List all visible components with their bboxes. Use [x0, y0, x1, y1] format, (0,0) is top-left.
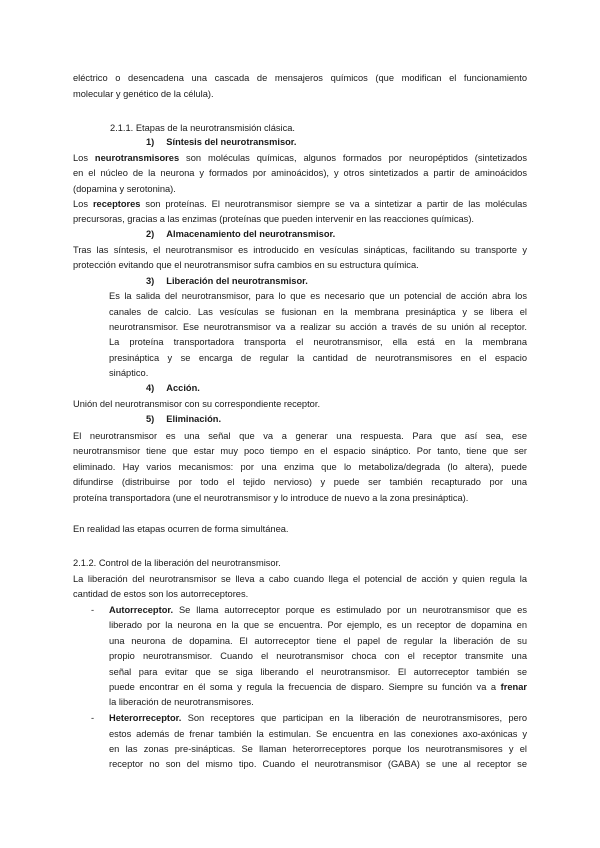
- intro-line-2: molecular y genético de la célula).: [73, 89, 214, 99]
- text-run: Se llama autorreceptor porque es estimulado por un neurotransmisor que es: [173, 605, 527, 615]
- intro-line-1: eléctrico o desencadena una cascada de mensajeros químicos (que modifican el funcionamiento: [73, 73, 527, 83]
- step-5-line-2: neurotransmisor tiene que estar muy poco tiempo en el espacio sináptico. Por tanto, tiene que ser: [73, 446, 527, 456]
- step-5-title: Eliminación.: [166, 414, 222, 424]
- step-5-line-1: El neurotransmisor es una señal que va a generar una respuesta. Para que así sea, ese: [73, 431, 527, 441]
- step-2-line-1: Tras las síntesis, el neurotransmisor es introducido en vesículas sinápticas, facilitando su transporte y: [73, 245, 527, 255]
- step-4-line-1: Unión del neurotransmisor con su correspondiente receptor.: [73, 399, 321, 409]
- step-3-line-5: presináptica y se encarga de regular la cantidad de neurotransmisores en el espacio: [109, 353, 527, 363]
- list-bullet: -: [91, 605, 95, 615]
- text-run: son moléculas químicas, algunos formados por neuropéptidos (sintetizados: [179, 153, 528, 163]
- step-2-number: 2): [146, 229, 155, 239]
- step-3-heading: [146, 274, 308, 290]
- step-3-line-2: canales de calcio. Las vesículas se fusionan en la membrana presináptica y se libera el: [109, 307, 527, 317]
- step-3-line-6: sináptico.: [109, 368, 149, 378]
- autorreceptor-line-4: propio neurotransmisor. Cuando el neurotransmisor choca con el receptor transmite una: [109, 651, 527, 661]
- text-run: Son receptores que participan en la liberación de neurotransmisores, pero: [181, 713, 527, 723]
- step-5-number: 5): [146, 414, 155, 424]
- autorreceptor-line-1: [109, 603, 527, 619]
- text-run: puede encontrar en él soma y regula la frecuencia de disparo. Siempre su función va a: [109, 682, 501, 692]
- heterorreceptor-line-3: en las zonas pre-sinápticas. Se llaman heterorreceptores porque los neurotransmisores y el: [109, 744, 527, 754]
- step-1-line-3: (dopamina y serotonina).: [73, 184, 176, 194]
- heterorreceptor-line-4: receptor no son del mismo tipo. Cuando el neurotransmisor (GABA) se une al receptor se: [109, 759, 527, 769]
- heterorreceptor-line-2: estos además de frenar también la estimulan. Se encuentra en las conexiones axo-axónicas y: [109, 729, 527, 739]
- step-1-line-1: [73, 151, 527, 167]
- autorreceptor-line-2: liberado por la neurona en la que se encuentra. Por ejemplo, es un receptor de dopamina en: [109, 620, 527, 630]
- step-3-line-1: Es la salida del neurotransmisor, para lo que es necesario que un potencial de acción abra los: [109, 291, 527, 301]
- step-5-line-4: difundirse (distribuirse por todo el tejido nervioso) y puede ser también recapturado por una: [73, 477, 527, 487]
- step-2-title: Almacenamiento del neurotransmisor.: [166, 229, 336, 239]
- step-3-line-4: La proteína transportadora transporta el neurotransmisor, ella está en la membrana: [109, 337, 527, 347]
- step-5-heading: [146, 412, 221, 428]
- step-2-heading: [146, 227, 335, 243]
- step-3-line-3: neurotransmisor. Ese neurotransmisor va a realizar su acción a través de su unión al receptor.: [109, 322, 527, 332]
- step-1-line-2: en el núcleo de la neurona y formados por aminoácidos), y otros sintetizados a partir de aminoácidos: [73, 168, 527, 178]
- autorreceptor-line-7: la liberación de neurotransmisores.: [109, 697, 254, 707]
- section-heading-2-1-2: 2.1.2. Control de la liberación del neurotransmisor.: [73, 558, 281, 568]
- text-run: Los: [73, 153, 95, 163]
- term-neurotransmisores: neurotransmisores: [94, 153, 180, 163]
- term-autorreceptor: Autorreceptor.: [109, 605, 174, 615]
- step-5-line-5: proteína transportadora (une el neurotransmisor y lo introduce de nuevo a la zona presináptica).: [73, 493, 469, 503]
- section-2-1-2-line-2: cantidad de estos son los autorreceptores.: [73, 589, 249, 599]
- autorreceptor-line-6: [109, 680, 527, 696]
- closing-remark: En realidad las etapas ocurren de forma simultánea.: [73, 524, 289, 534]
- term-frenar: frenar: [500, 682, 527, 692]
- step-1-title: Síntesis del neurotransmisor.: [166, 137, 297, 147]
- heterorreceptor-line-1: [109, 711, 527, 727]
- step-2-line-2: protección evitando que el neurotransmisor sufra cambios en su estructura química.: [73, 260, 419, 270]
- step-3-number: 3): [146, 276, 155, 286]
- step-1-line-5: precursoras, gracias a las enzimas (proteínas que pueden intervenir en las reacciones químicas).: [73, 214, 475, 224]
- list-bullet: -: [91, 713, 95, 723]
- term-heterorreceptor: Heterorreceptor.: [109, 713, 182, 723]
- step-5-line-3: eliminado. Hay varios mecanismos: por una enzima que lo metaboliza/degrada (lo altera), puede: [73, 462, 527, 472]
- autorreceptor-line-3: una neurona de dopamina. El autorreceptor tiene el papel de regular la liberación de su: [109, 636, 527, 646]
- step-3-title: Liberación del neurotransmisor.: [166, 276, 308, 286]
- autorreceptor-line-5: señal para evitar que se siga liberando el neurotransmisor. El autorreceptor también se: [109, 667, 527, 677]
- step-4-heading: [146, 381, 200, 397]
- section-heading-2-1-1: 2.1.1. Etapas de la neurotransmisión clásica.: [110, 123, 296, 133]
- step-1-heading: [146, 135, 296, 151]
- text-run: Los: [73, 199, 93, 209]
- step-4-number: 4): [146, 383, 155, 393]
- step-1-number: 1): [146, 137, 155, 147]
- step-1-line-4: [73, 197, 527, 213]
- section-2-1-2-line-1: La liberación del neurotransmisor se lleva a cabo cuando llega el potencial de acción y quien regula la: [73, 574, 527, 584]
- step-4-title: Acción.: [166, 383, 200, 393]
- term-receptores: receptores: [92, 199, 141, 209]
- text-run: son proteínas. El neurotransmisor siempre se va a sintetizar a partir de las moléculas: [140, 199, 527, 209]
